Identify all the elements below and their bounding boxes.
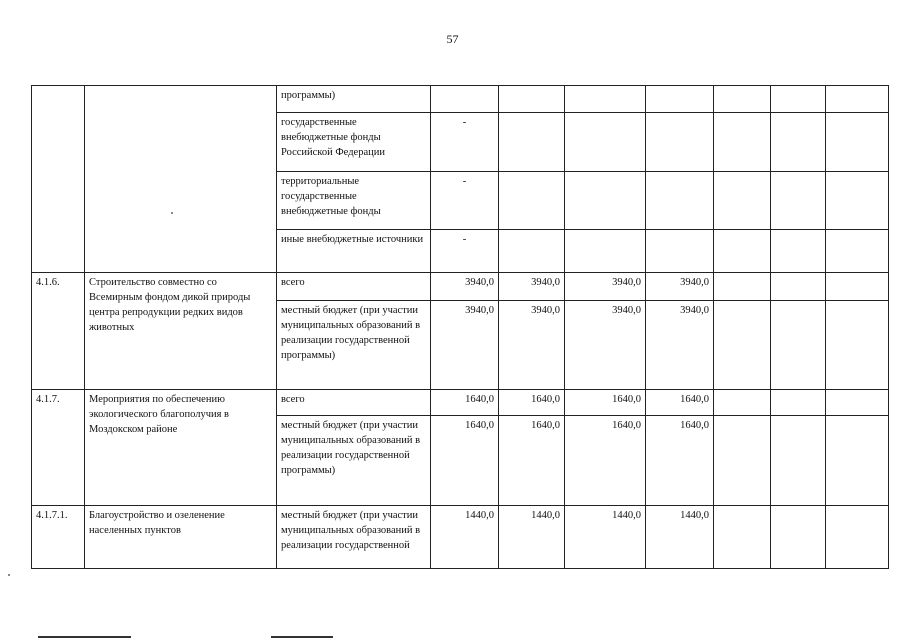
code-cell: 4.1.7. [32,390,85,506]
value-cell [565,230,646,273]
value-cell [646,230,714,273]
value-cell: 3940,0 [431,273,499,301]
table-row [32,390,889,416]
value-cell [771,113,826,172]
value-cell: 1640,0 [431,390,499,416]
activity-name-cell: Строительство совместно со Всемирным фондом дикой природы центра репродукции редких видов животных [85,273,277,390]
table-row [32,86,889,113]
value-cell [771,506,826,569]
footer-rule [271,636,333,638]
value-cell [646,172,714,230]
table-row [32,506,889,569]
value-cell [565,113,646,172]
footer-rule [38,636,131,638]
value-cell [826,230,889,273]
scan-speck [171,212,173,214]
value-cell: 3940,0 [565,273,646,301]
value-cell: - [431,113,499,172]
value-cell [565,86,646,113]
value-cell: 3940,0 [431,301,499,390]
value-cell [826,390,889,416]
value-cell: 1640,0 [565,390,646,416]
value-cell: 1640,0 [499,416,565,506]
value-cell [646,86,714,113]
value-cell: 1640,0 [646,416,714,506]
value-cell [499,172,565,230]
value-cell [771,230,826,273]
value-cell [714,416,771,506]
value-cell: 3940,0 [646,273,714,301]
value-cell [826,416,889,506]
value-cell: 1440,0 [646,506,714,569]
value-cell [499,113,565,172]
page-number: 57 [446,32,459,46]
value-cell: 1640,0 [499,390,565,416]
value-cell [646,113,714,172]
value-cell [714,113,771,172]
funding-source-cell: местный бюджет (при участии муниципальных образований в реализации государственной программы) [277,301,431,390]
value-cell: 3940,0 [499,273,565,301]
value-cell [771,390,826,416]
funding-source-cell: всего [277,390,431,416]
value-cell [714,301,771,390]
table-row [32,273,889,301]
value-cell [714,86,771,113]
value-cell [714,273,771,301]
value-cell [714,172,771,230]
value-cell: 1440,0 [565,506,646,569]
funding-source-cell: всего [277,273,431,301]
value-cell [826,86,889,113]
funding-source-cell: программы) [277,86,431,113]
value-cell: 1640,0 [565,416,646,506]
activity-name-cell [85,86,277,273]
scan-speck [8,574,10,576]
value-cell: 1440,0 [499,506,565,569]
funding-source-cell: иные внебюджетные источники [277,230,431,273]
value-cell: 1640,0 [646,390,714,416]
code-cell: 4.1.7.1. [32,506,85,569]
value-cell [714,506,771,569]
value-cell [499,86,565,113]
value-cell: 1640,0 [431,416,499,506]
value-cell [714,390,771,416]
value-cell [826,506,889,569]
funding-source-cell: местный бюджет (при участии муниципальных образований в реализации государственной программы) [277,416,431,506]
code-cell: 4.1.6. [32,273,85,390]
value-cell [431,86,499,113]
funding-source-cell: местный бюджет (при участии муниципальных образований в реализации государственной [277,506,431,569]
funding-source-cell: государственные внебюджетные фонды Российской Федерации [277,113,431,172]
value-cell: - [431,230,499,273]
budget-table [31,85,889,569]
value-cell: 3940,0 [499,301,565,390]
value-cell: 1440,0 [431,506,499,569]
value-cell [826,172,889,230]
value-cell [499,230,565,273]
value-cell [771,172,826,230]
value-cell [771,273,826,301]
value-cell: - [431,172,499,230]
value-cell: 3940,0 [565,301,646,390]
value-cell [565,172,646,230]
value-cell [771,416,826,506]
value-cell [826,273,889,301]
value-cell [714,230,771,273]
value-cell [826,113,889,172]
value-cell: 3940,0 [646,301,714,390]
activity-name-cell: Благоустройство и озеленение населенных пунктов [85,506,277,569]
activity-name-cell: Мероприятия по обеспечению экологического благополучия в Моздокском районе [85,390,277,506]
funding-source-cell: территориальные государственные внебюджетные фонды [277,172,431,230]
value-cell [771,301,826,390]
value-cell [826,301,889,390]
code-cell [32,86,85,273]
value-cell [771,86,826,113]
